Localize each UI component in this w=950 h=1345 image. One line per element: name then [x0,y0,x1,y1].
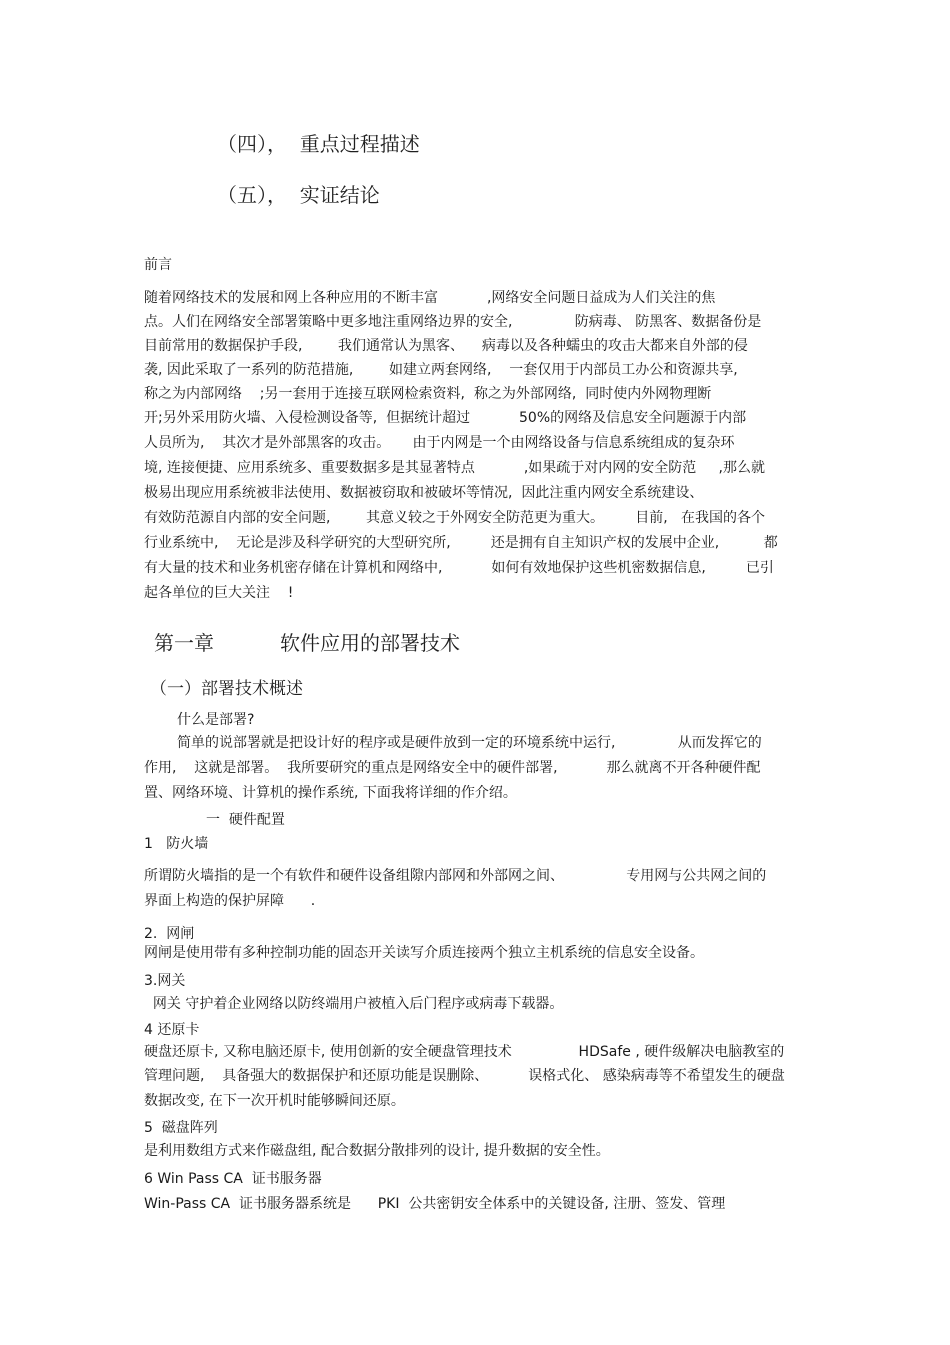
item-title: 4 还原卡 [144,1022,200,1038]
toc-item: （四）， 重点过程描述 [217,132,420,156]
section-paragraph-line: 置、网络环境、计算机的操作系统, 下面我将详细的作介绍。 [144,785,517,801]
preface-line: 开;另外采用防火墙、入侵检测设备等, 但据统计超过 50%的网络及信息安全问题源于内部 [144,410,747,426]
item-text-line: 硬盘还原卡, 又称电脑还原卡, 使用创新的安全硬盘管理技术 HDSafe , 硬件级解决电脑教室的 [144,1044,785,1060]
item-text-line: 所谓防火墙指的是一个有软件和硬件设备组隙内部网和外部网之间、 专用网与公共网之间的 [144,868,767,884]
item-text-line: 数据改变, 在下一次开机时能够瞬间还原。 [144,1093,405,1109]
item-text-line: 网闸是使用带有多种控制功能的固态开关读写介质连接两个独立主机系统的信息安全设备。 [144,945,704,961]
chapter-label: 第一章 [154,631,214,655]
item-title: 2. 网闸 [144,926,195,942]
section-paragraph-line: 作用, 这就是部署。 我所要研究的重点是网络安全中的硬件部署, 那么就离不开各种硬件配 [144,760,761,776]
preface-line: 极易出现应用系统被非法使用、数据被窃取和被破坏等情况, 因此注重内网安全系统建设、 [144,485,704,501]
section-title: （一）部署技术概述 [150,679,303,699]
preface-line: 起各单位的巨大关注 ! [144,585,294,601]
hardware-heading: 一 硬件配置 [206,812,285,828]
preface-line: 点。人们在网络安全部署策略中更多地注重网络边界的安全, 防病毒、 防黑客、数据备份是 [144,314,762,330]
toc-item: （五）， 实证结论 [217,183,380,207]
item-text-line: Win-Pass CA 证书服务器系统是 PKI 公共密钥安全体系中的关键设备, 注册、签发、管理 [144,1196,726,1212]
preface-line: 行业系统中, 无论是涉及科学研究的大型研究所, 还是拥有自主知识产权的发展中企业, 都 [144,535,778,551]
preface-line: 有大量的技术和业务机密存储在计算机和网络中, 如何有效地保护这些机密数据信息, 已引 [144,560,774,576]
preface-line: 有效防范源自内部的安全问题, 其意义较之于外网安全防范更为重大。 目前, 在我国的各个 [144,510,766,526]
chapter-title: 软件应用的部署技术 [280,631,460,655]
section-question: 什么是部署? [177,712,255,728]
item-text-line: 网关 守护着企业网络以防终端用户被植入后门程序或病毒下载器。 [144,996,564,1012]
preface-line: 人员所为, 其次才是外部黑客的攻击。 由于内网是一个由网络设备与信息系统组成的复杂环 [144,435,735,451]
preface-line: 称之为内部网络 ;另一套用于连接互联网检索资料, 称之为外部网络, 同时使内外网物理断 [144,386,712,402]
item-title: 6 Win Pass CA 证书服务器 [144,1171,322,1187]
item-text-line: 是利用数组方式来作磁盘组, 配合数据分散排列的设计, 提升数据的安全性。 [144,1143,610,1159]
section-paragraph-line: 简单的说部署就是把设计好的程序或是硬件放到一定的环境系统中运行, 从而发挥它的 [177,735,762,751]
item-text-line: 管理问题, 具备强大的数据保护和还原功能是误删除、 误格式化、 感染病毒等不希望发生的硬盘 [144,1068,785,1084]
preface-line: 随着网络技术的发展和网上各种应用的不断丰富 ,网络安全问题日益成为人们关注的焦 [144,290,716,306]
preface-line: 目前常用的数据保护手段, 我们通常认为黑客、 病毒以及各种蠕虫的攻击大都来自外部的侵 [144,338,748,354]
item-title: 3.网关 [144,973,186,989]
preface-line: 袭, 因此采取了一系列的防范措施, 如建立两套网络, 一套仅用于内部员工办公和资源共享, [144,362,738,378]
preface-line: 境, 连接便捷、应用系统多、重要数据多是其显著特点 ,如果疏于对内网的安全防范 ,那么就 [144,460,766,476]
item-title: 5 磁盘阵列 [144,1120,218,1136]
item-text-line: 界面上构造的保护屏障 . [144,893,316,909]
item-title: 1 防火墙 [144,836,209,852]
preface-title: 前言 [144,257,172,273]
